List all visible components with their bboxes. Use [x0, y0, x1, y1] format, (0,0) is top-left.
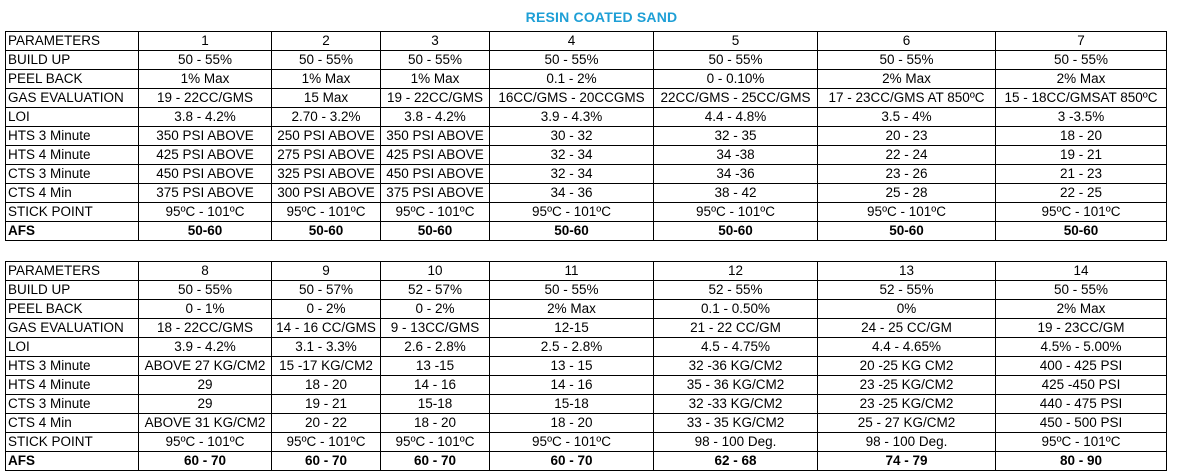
value-cell: 4.5% - 5.00% — [996, 338, 1167, 357]
value-cell: 375 PSI ABOVE — [139, 184, 272, 203]
value-cell: 60 - 70 — [272, 452, 381, 471]
value-cell: 19 - 21 — [272, 395, 381, 414]
parameter-label-cell: AFS — [6, 452, 139, 471]
value-cell: 300 PSI ABOVE — [272, 184, 381, 203]
value-cell: 0 - 1% — [139, 300, 272, 319]
value-cell: 35 - 36 KG/CM2 — [654, 376, 818, 395]
grade-number-cell: 13 — [818, 262, 996, 281]
grade-number-cell: 5 — [654, 32, 818, 51]
value-cell: 50-60 — [490, 222, 654, 241]
value-cell: 52 - 57% — [381, 281, 490, 300]
value-cell: 250 PSI ABOVE — [272, 127, 381, 146]
value-cell: 0.1 - 2% — [490, 70, 654, 89]
table-row — [6, 414, 1167, 433]
value-cell: 95ºC - 101ºC — [490, 203, 654, 222]
value-cell: 50-60 — [139, 222, 272, 241]
value-cell: ABOVE 31 KG/CM2 — [139, 414, 272, 433]
value-cell: 3.5 - 4% — [818, 108, 996, 127]
value-cell: 50 - 55% — [996, 281, 1167, 300]
value-cell: 0 - 2% — [272, 300, 381, 319]
table-row — [6, 281, 1167, 300]
table-row — [6, 319, 1167, 338]
value-cell: 14 - 16 — [490, 376, 654, 395]
value-cell: 13 -15 — [381, 357, 490, 376]
grade-number-cell: 9 — [272, 262, 381, 281]
parameter-label-cell: PARAMETERS — [6, 32, 139, 51]
value-cell: 33 - 35 KG/CM2 — [654, 414, 818, 433]
table-row — [6, 51, 1167, 70]
value-cell: 2.70 - 3.2% — [272, 108, 381, 127]
value-cell: 15-18 — [490, 395, 654, 414]
value-cell: 95ºC - 101ºC — [818, 203, 996, 222]
value-cell: 25 - 27 KG/CM2 — [818, 414, 996, 433]
value-cell: 95ºC - 101ºC — [381, 433, 490, 452]
value-cell: 50 - 55% — [139, 51, 272, 70]
value-cell: 29 — [139, 395, 272, 414]
value-cell: 15-18 — [381, 395, 490, 414]
table-row — [6, 433, 1167, 452]
value-cell: 3 -3.5% — [996, 108, 1167, 127]
value-cell: 14 - 16 — [381, 376, 490, 395]
value-cell: 50-60 — [381, 222, 490, 241]
value-cell: 19 - 21 — [996, 146, 1167, 165]
parameter-label-cell: LOI — [6, 338, 139, 357]
parameter-label-cell: GAS EVALUATION — [6, 89, 139, 108]
value-cell: 23 - 26 — [818, 165, 996, 184]
value-cell: 50 - 55% — [996, 51, 1167, 70]
value-cell: 2.5 - 2.8% — [490, 338, 654, 357]
value-cell: 3.8 - 4.2% — [139, 108, 272, 127]
value-cell: 16CC/GMS - 20CCGMS — [490, 89, 654, 108]
value-cell: 50 - 55% — [490, 51, 654, 70]
value-cell: 3.9 - 4.2% — [139, 338, 272, 357]
table-row — [6, 146, 1167, 165]
value-cell: 50 - 55% — [139, 281, 272, 300]
value-cell: 1% Max — [381, 70, 490, 89]
value-cell: 0 - 2% — [381, 300, 490, 319]
value-cell: 21 - 23 — [996, 165, 1167, 184]
parameter-label-cell: STICK POINT — [6, 433, 139, 452]
value-cell: 19 - 22CC/GMS — [381, 89, 490, 108]
value-cell: 32 -33 KG/CM2 — [654, 395, 818, 414]
value-cell: 13 - 15 — [490, 357, 654, 376]
value-cell: 2% Max — [996, 70, 1167, 89]
table-row — [6, 70, 1167, 89]
value-cell: 50-60 — [996, 222, 1167, 241]
value-cell: 17 - 23CC/GMS AT 850ºC — [818, 89, 996, 108]
value-cell: 450 PSI ABOVE — [381, 165, 490, 184]
value-cell: 34 -36 — [654, 165, 818, 184]
value-cell: 0% — [818, 300, 996, 319]
value-cell: 95ºC - 101ºC — [272, 203, 381, 222]
value-cell: 95ºC - 101ºC — [272, 433, 381, 452]
parameter-label-cell: AFS — [6, 222, 139, 241]
value-cell: 50-60 — [654, 222, 818, 241]
value-cell: 32 -36 KG/CM2 — [654, 357, 818, 376]
value-cell: 4.5 - 4.75% — [654, 338, 818, 357]
value-cell: 0.1 - 0.50% — [654, 300, 818, 319]
value-cell: 52 - 55% — [818, 281, 996, 300]
value-cell: 22 - 25 — [996, 184, 1167, 203]
value-cell: 30 - 32 — [490, 127, 654, 146]
parameter-label-cell: BUILD UP — [6, 281, 139, 300]
parameter-label-cell: HTS 3 Minute — [6, 357, 139, 376]
parameter-label-cell: GAS EVALUATION — [6, 319, 139, 338]
value-cell: 95ºC - 101ºC — [996, 203, 1167, 222]
value-cell: 4.4 - 4.8% — [654, 108, 818, 127]
value-cell: 22 - 24 — [818, 146, 996, 165]
value-cell: 20 -25 KG CM2 — [818, 357, 996, 376]
value-cell: 440 - 475 PSI — [996, 395, 1167, 414]
value-cell: 34 -38 — [654, 146, 818, 165]
table-row — [6, 376, 1167, 395]
value-cell: 450 PSI ABOVE — [139, 165, 272, 184]
value-cell: 95ºC - 101ºC — [139, 203, 272, 222]
value-cell: 12-15 — [490, 319, 654, 338]
value-cell: 50-60 — [818, 222, 996, 241]
table-row — [6, 300, 1167, 319]
value-cell: 450 - 500 PSI — [996, 414, 1167, 433]
value-cell: 80 - 90 — [996, 452, 1167, 471]
value-cell: 9 - 13CC/GMS — [381, 319, 490, 338]
value-cell: 14 - 16 CC/GMS — [272, 319, 381, 338]
table-row — [6, 165, 1167, 184]
value-cell: 23 -25 KG/CM2 — [818, 395, 996, 414]
parameter-label-cell: PARAMETERS — [6, 262, 139, 281]
sheet-title: RESIN COATED SAND — [525, 9, 678, 25]
parameter-label-cell: HTS 4 Minute — [6, 376, 139, 395]
value-cell: 23 -25 KG/CM2 — [818, 376, 996, 395]
value-cell: 400 - 425 PSI — [996, 357, 1167, 376]
value-cell: 21 - 22 CC/GM — [654, 319, 818, 338]
value-cell: 60 - 70 — [139, 452, 272, 471]
grade-number-cell: 6 — [818, 32, 996, 51]
value-cell: 1% Max — [272, 70, 381, 89]
value-cell: 50 - 55% — [490, 281, 654, 300]
value-cell: 18 - 20 — [996, 127, 1167, 146]
value-cell: 2% Max — [490, 300, 654, 319]
grade-number-cell: 8 — [139, 262, 272, 281]
table-row — [6, 338, 1167, 357]
value-cell: 325 PSI ABOVE — [272, 165, 381, 184]
value-cell: 18 - 22CC/GMS — [139, 319, 272, 338]
table-row — [6, 452, 1167, 471]
spec-table-1 — [5, 31, 1167, 241]
value-cell: 425 -450 PSI — [996, 376, 1167, 395]
table-row — [6, 108, 1167, 127]
value-cell: 350 PSI ABOVE — [381, 127, 490, 146]
value-cell: 15 Max — [272, 89, 381, 108]
value-cell: 50 - 55% — [381, 51, 490, 70]
parameter-label-cell: CTS 4 Min — [6, 184, 139, 203]
value-cell: 15 -17 KG/CM2 — [272, 357, 381, 376]
value-cell: 15 - 18CC/GMSAT 850ºC — [996, 89, 1167, 108]
value-cell: 50 - 55% — [272, 51, 381, 70]
value-cell: 50-60 — [272, 222, 381, 241]
value-cell: 275 PSI ABOVE — [272, 146, 381, 165]
value-cell: 32 - 34 — [490, 146, 654, 165]
value-cell: 50 - 55% — [818, 51, 996, 70]
value-cell: 32 - 35 — [654, 127, 818, 146]
grade-number-cell: 12 — [654, 262, 818, 281]
parameter-label-cell: CTS 3 Minute — [6, 395, 139, 414]
value-cell: 34 - 36 — [490, 184, 654, 203]
parameter-label-cell: PEEL BACK — [6, 70, 139, 89]
parameter-label-cell: BUILD UP — [6, 51, 139, 70]
value-cell: 98 - 100 Deg. — [654, 433, 818, 452]
header-row — [6, 262, 1167, 281]
parameter-label-cell: HTS 3 Minute — [6, 127, 139, 146]
value-cell: 52 - 55% — [654, 281, 818, 300]
value-cell: 3.9 - 4.3% — [490, 108, 654, 127]
value-cell: 350 PSI ABOVE — [139, 127, 272, 146]
grade-number-cell: 3 — [381, 32, 490, 51]
value-cell: 2% Max — [996, 300, 1167, 319]
parameter-label-cell: CTS 4 Min — [6, 414, 139, 433]
value-cell: 2.6 - 2.8% — [381, 338, 490, 357]
table-row — [6, 395, 1167, 414]
value-cell: 95ºC - 101ºC — [381, 203, 490, 222]
table-row — [6, 357, 1167, 376]
value-cell: 1% Max — [139, 70, 272, 89]
table-row — [6, 89, 1167, 108]
value-cell: 19 - 22CC/GMS — [139, 89, 272, 108]
value-cell: 32 - 34 — [490, 165, 654, 184]
parameter-label-cell: STICK POINT — [6, 203, 139, 222]
value-cell: 95ºC - 101ºC — [490, 433, 654, 452]
grade-number-cell: 1 — [139, 32, 272, 51]
grade-number-cell: 11 — [490, 262, 654, 281]
value-cell: 425 PSI ABOVE — [381, 146, 490, 165]
header-row — [6, 32, 1167, 51]
value-cell: 95ºC - 101ºC — [996, 433, 1167, 452]
value-cell: 95ºC - 101ºC — [654, 203, 818, 222]
value-cell: 375 PSI ABOVE — [381, 184, 490, 203]
table-row — [6, 222, 1167, 241]
value-cell: 18 - 20 — [490, 414, 654, 433]
value-cell: 4.4 - 4.65% — [818, 338, 996, 357]
spec-table-2 — [5, 261, 1167, 471]
value-cell: 24 - 25 CC/GM — [818, 319, 996, 338]
parameter-label-cell: HTS 4 Minute — [6, 146, 139, 165]
value-cell: 38 - 42 — [654, 184, 818, 203]
value-cell: 19 - 23CC/GM — [996, 319, 1167, 338]
value-cell: 3.1 - 3.3% — [272, 338, 381, 357]
value-cell: 62 - 68 — [654, 452, 818, 471]
value-cell: 74 - 79 — [818, 452, 996, 471]
grade-number-cell: 2 — [272, 32, 381, 51]
grade-number-cell: 14 — [996, 262, 1167, 281]
value-cell: 60 - 70 — [490, 452, 654, 471]
table-row — [6, 127, 1167, 146]
grade-number-cell: 4 — [490, 32, 654, 51]
value-cell: ABOVE 27 KG/CM2 — [139, 357, 272, 376]
table-row — [6, 184, 1167, 203]
grade-number-cell: 7 — [996, 32, 1167, 51]
value-cell: 22CC/GMS - 25CC/GMS — [654, 89, 818, 108]
value-cell: 20 - 22 — [272, 414, 381, 433]
value-cell: 95ºC - 101ºC — [139, 433, 272, 452]
value-cell: 18 - 20 — [381, 414, 490, 433]
value-cell: 29 — [139, 376, 272, 395]
value-cell: 60 - 70 — [381, 452, 490, 471]
value-cell: 3.8 - 4.2% — [381, 108, 490, 127]
value-cell: 425 PSI ABOVE — [139, 146, 272, 165]
value-cell: 20 - 23 — [818, 127, 996, 146]
value-cell: 0 - 0.10% — [654, 70, 818, 89]
parameter-label-cell: LOI — [6, 108, 139, 127]
parameter-label-cell: CTS 3 Minute — [6, 165, 139, 184]
grade-number-cell: 10 — [381, 262, 490, 281]
value-cell: 50 - 55% — [654, 51, 818, 70]
value-cell: 98 - 100 Deg. — [818, 433, 996, 452]
table-row — [6, 203, 1167, 222]
value-cell: 25 - 28 — [818, 184, 996, 203]
parameter-label-cell: PEEL BACK — [6, 300, 139, 319]
value-cell: 50 - 57% — [272, 281, 381, 300]
value-cell: 18 - 20 — [272, 376, 381, 395]
value-cell: 2% Max — [818, 70, 996, 89]
